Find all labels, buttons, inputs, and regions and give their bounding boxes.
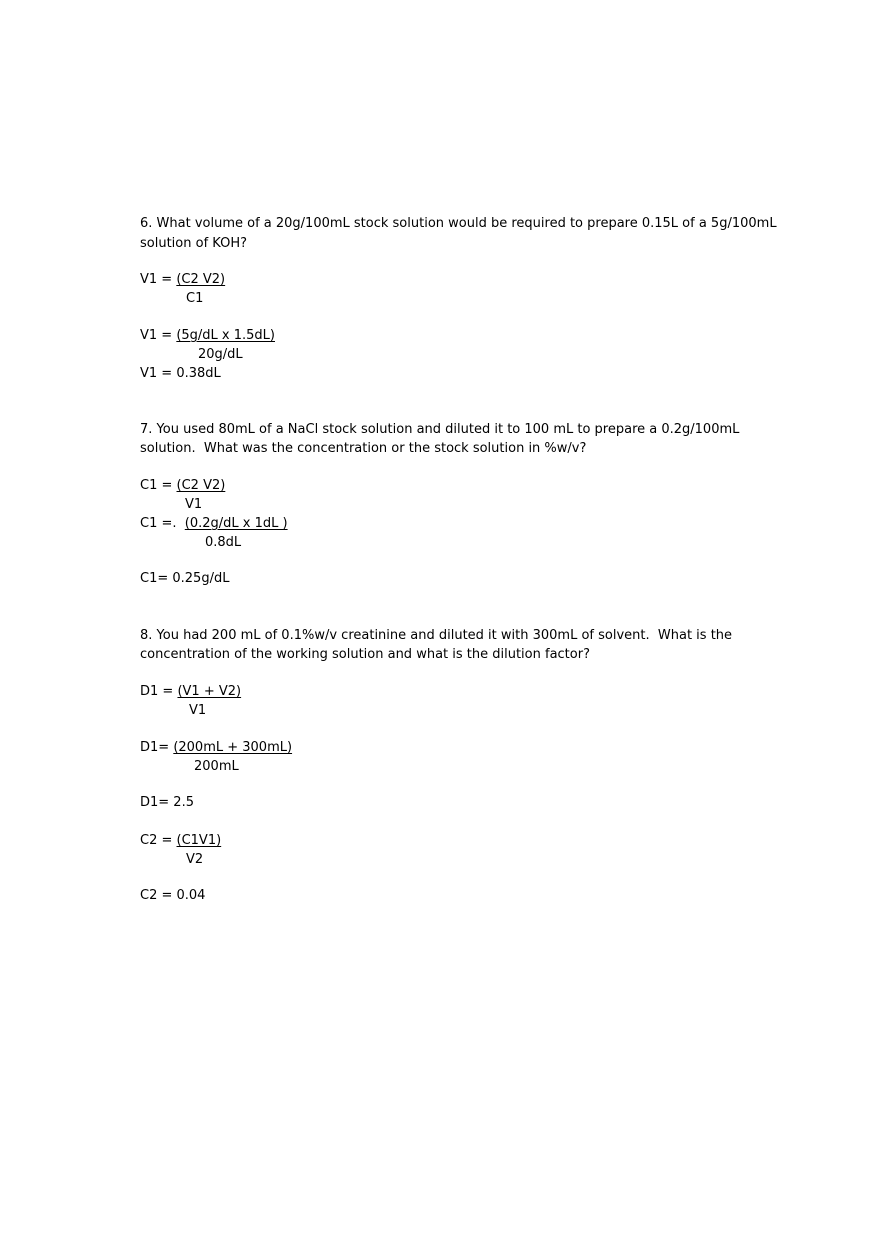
q6-formula-2-denominator: 20g/dL (198, 347, 243, 362)
q8-formula-3-numerator: (C1V1) (176, 833, 222, 848)
q8-text-line-2: concentration of the working solution and what is the dilution factor? (140, 647, 590, 662)
q7-formula-1-denominator: V1 (185, 497, 203, 512)
q6-formula-1-denominator: C1 (186, 291, 204, 306)
q7-formula-2-lhs: C1 =. (140, 516, 185, 531)
q6-formula-2-lhs: V1 = (140, 328, 177, 343)
q8-formula-3-denominator: V2 (186, 852, 204, 867)
q6-text-line-1: 6. What volume of a 20g/100mL stock solution would be required to prepare 0.15L of a 5g/100mL (140, 216, 777, 231)
q8-formula-1-lhs: D1 = (140, 684, 178, 699)
q6-formula-1-lhs: V1 = (140, 272, 177, 287)
q8-formula-2 (140, 739, 292, 757)
q6-text-line-2: solution of KOH? (140, 236, 247, 251)
q7-formula-1-lhs: C1 = (140, 478, 177, 493)
q7-result: C1= 0.25g/dL (140, 571, 230, 586)
q6-formula-1-numerator: (C2 V2) (176, 272, 226, 287)
q6-formula-2-numerator: (5g/dL x 1.5dL) (176, 328, 275, 343)
q8-formula-1-denominator: V1 (189, 703, 207, 718)
q7-formula-2-numerator: (0.2g/dL x 1dL ) (184, 516, 288, 531)
q8-formula-3-lhs: C2 = (140, 833, 177, 848)
q8-formula-2-lhs: D1= (140, 740, 174, 755)
q8-formula-1 (140, 683, 241, 701)
q8-dilution-result: D1= 2.5 (140, 795, 194, 810)
q8-formula-2-numerator: (200mL + 300mL) (173, 740, 293, 755)
q7-formula-1-numerator: (C2 V2) (176, 478, 226, 493)
q6-formula-2 (140, 327, 275, 345)
q7-formula-2 (140, 515, 288, 533)
q7-formula-2-denominator: 0.8dL (205, 535, 242, 550)
q6-result: V1 = 0.38dL (140, 366, 221, 381)
q7-formula-1 (140, 477, 225, 495)
q8-formula-2-denominator: 200mL (194, 759, 239, 774)
q8-text-line-1: 8. You had 200 mL of 0.1%w/v creatinine and diluted it with 300mL of solvent. What is the (140, 628, 733, 643)
q7-text-line-1: 7. You used 80mL of a NaCl stock solution and diluted it to 100 mL to prepare a 0.2g/100mL (140, 422, 740, 437)
q7-text-line-2: solution. What was the concentration or the stock solution in %w/v? (140, 441, 587, 456)
q8-result: C2 = 0.04 (140, 888, 206, 903)
q8-formula-1-numerator: (V1 + V2) (177, 684, 242, 699)
q8-formula-3 (140, 832, 221, 850)
q6-formula-1 (140, 271, 225, 289)
